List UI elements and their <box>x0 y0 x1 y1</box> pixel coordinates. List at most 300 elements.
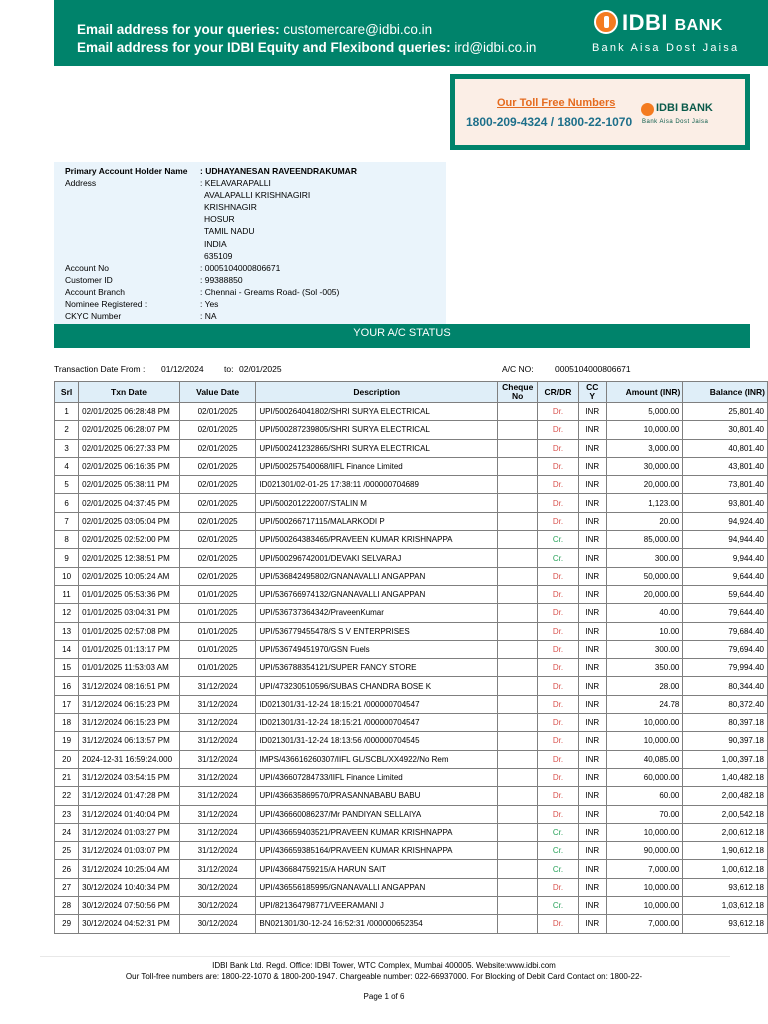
cell-balance: 1,00,397.18 <box>683 750 768 768</box>
toll-logo-tagline: Bank Aisa Dost Jaisa <box>642 119 709 125</box>
cell-balance: 59,644.40 <box>683 585 768 603</box>
cell-balance: 93,801.40 <box>683 494 768 512</box>
table-header-row <box>55 382 768 403</box>
cell-crdr: Dr. <box>538 622 578 640</box>
table-row <box>55 915 768 933</box>
cell-balance: 43,801.40 <box>683 457 768 475</box>
cell-description: UPI/821364798771/VEERAMANI J <box>256 897 498 915</box>
cell-crdr: Dr. <box>538 695 578 713</box>
cell-cheque <box>498 439 538 457</box>
cell-cheque <box>498 403 538 421</box>
cell-cheque <box>498 732 538 750</box>
cell-srl: 28 <box>55 897 79 915</box>
cell-cheque <box>498 768 538 786</box>
cell-ccy: INR <box>578 604 606 622</box>
cell-ccy: INR <box>578 805 606 823</box>
cell-amount: 10,000.00 <box>606 897 683 915</box>
cell-amount: 24.78 <box>606 695 683 713</box>
cell-crdr: Dr. <box>538 787 578 805</box>
cell-value-date: 02/01/2025 <box>179 512 256 530</box>
cell-ccy: INR <box>578 714 606 732</box>
cell-value-date: 30/12/2024 <box>179 878 256 896</box>
cell-ccy: INR <box>578 695 606 713</box>
cell-srl: 15 <box>55 659 79 677</box>
cell-description: UPI/436556185995/GNANAVALLI ANGAPPAN <box>256 878 498 896</box>
cell-balance: 2,00,542.18 <box>683 805 768 823</box>
branch-label: Account Branch <box>65 287 126 297</box>
cell-value-date: 02/01/2025 <box>179 457 256 475</box>
idbi-bank-logo <box>586 8 746 60</box>
cell-ccy: INR <box>578 567 606 585</box>
txn-date-from-label: Transaction Date From : <box>54 364 146 374</box>
holder-value: : UDHAYANESAN RAVEENDRAKUMAR <box>200 166 357 176</box>
cell-txn-date: 30/12/2024 07:50:56 PM <box>79 897 180 915</box>
cell-cheque <box>498 476 538 494</box>
cell-crdr: Dr. <box>538 585 578 603</box>
cell-description: UPI/500257540068/IIFL Finance Limited <box>256 457 498 475</box>
cell-description: UPI/436659385164/PRAVEEN KUMAR KRISHNAPPA <box>256 842 498 860</box>
footer-toll-free: Our Toll-free numbers are: 1800-22-1070 & 1800-200-1947. Chargeable number: 022-66937000. For Blocking of Debit Card Contact on: 1800-22- <box>125 972 643 981</box>
cell-srl: 6 <box>55 494 79 512</box>
cell-crdr: Dr. <box>538 604 578 622</box>
cell-description: UPI/436635869570/PRASANNABABU BABU <box>256 787 498 805</box>
toll-logo-text: IDBI BANK <box>656 102 713 114</box>
cell-cheque <box>498 915 538 933</box>
cell-balance: 9,944.40 <box>683 549 768 567</box>
table-row <box>55 567 768 585</box>
cell-balance: 80,397.18 <box>683 714 768 732</box>
cell-amount: 20,000.00 <box>606 476 683 494</box>
toll-free-inner <box>455 79 745 145</box>
cell-balance: 80,372.40 <box>683 695 768 713</box>
cell-txn-date: 31/12/2024 01:47:28 PM <box>79 787 180 805</box>
cell-description: UPI/536788354121/SUPER FANCY STORE <box>256 659 498 677</box>
cell-crdr: Dr. <box>538 768 578 786</box>
cell-srl: 1 <box>55 403 79 421</box>
cell-amount: 90,000.00 <box>606 842 683 860</box>
cell-txn-date: 02/01/2025 05:38:11 PM <box>79 476 180 494</box>
cell-amount: 5,000.00 <box>606 403 683 421</box>
cell-cheque <box>498 860 538 878</box>
cell-description: UPI/500264041802/SHRI SURYA ELECTRICAL <box>256 403 498 421</box>
cell-srl: 20 <box>55 750 79 768</box>
cell-srl: 22 <box>55 787 79 805</box>
cell-balance: 79,994.40 <box>683 659 768 677</box>
cell-amount: 30,000.00 <box>606 457 683 475</box>
queries-email-label: Email address for your queries: <box>77 22 280 37</box>
cell-ccy: INR <box>578 622 606 640</box>
cell-txn-date: 01/01/2025 11:53:03 AM <box>79 659 180 677</box>
cell-balance: 40,801.40 <box>683 439 768 457</box>
cell-value-date: 31/12/2024 <box>179 732 256 750</box>
cell-balance: 25,801.40 <box>683 403 768 421</box>
cell-cheque <box>498 421 538 439</box>
cell-crdr: Cr. <box>538 531 578 549</box>
cell-ccy: INR <box>578 860 606 878</box>
cell-crdr: Dr. <box>538 677 578 695</box>
cell-cheque <box>498 457 538 475</box>
cell-srl: 21 <box>55 768 79 786</box>
cell-amount: 85,000.00 <box>606 531 683 549</box>
cell-value-date: 31/12/2024 <box>179 677 256 695</box>
cell-ccy: INR <box>578 421 606 439</box>
cell-value-date: 02/01/2025 <box>179 476 256 494</box>
cell-txn-date: 31/12/2024 06:15:23 PM <box>79 714 180 732</box>
cell-value-date: 31/12/2024 <box>179 768 256 786</box>
address-line-4: HOSUR <box>204 214 235 224</box>
customer-id-value: : 99388850 <box>200 275 243 285</box>
cell-description: IMPS/436616260307/IIFL GL/SCBL/XX4922/No Rem <box>256 750 498 768</box>
cell-amount: 10.00 <box>606 622 683 640</box>
cell-amount: 10,000.00 <box>606 823 683 841</box>
cell-description: UPI/436684759215/A HARUN SAIT <box>256 860 498 878</box>
table-row <box>55 695 768 713</box>
table-row <box>55 842 768 860</box>
cell-ccy: INR <box>578 750 606 768</box>
cell-srl: 17 <box>55 695 79 713</box>
cell-ccy: INR <box>578 787 606 805</box>
toll-free-box <box>450 74 750 150</box>
cell-txn-date: 01/01/2025 01:13:17 PM <box>79 640 180 658</box>
col-ccy-line1: CC <box>586 382 599 392</box>
cell-crdr: Dr. <box>538 476 578 494</box>
cell-description: UPI/436607284733/IIFL Finance Limited <box>256 768 498 786</box>
table-row <box>55 787 768 805</box>
cell-amount: 60.00 <box>606 787 683 805</box>
cell-txn-date: 02/01/2025 06:16:35 PM <box>79 457 180 475</box>
cell-value-date: 01/01/2025 <box>179 604 256 622</box>
table-row <box>55 476 768 494</box>
cell-description: ID021301/31-12-24 18:13:56 /000000704545 <box>256 732 498 750</box>
col-balance: Balance (INR) <box>683 382 768 403</box>
cell-txn-date: 31/12/2024 06:15:23 PM <box>79 695 180 713</box>
cell-amount: 40,085.00 <box>606 750 683 768</box>
cell-balance: 1,03,612.18 <box>683 897 768 915</box>
cell-txn-date: 02/01/2025 06:27:33 PM <box>79 439 180 457</box>
cell-description: UPI/473230510596/SUBAS CHANDRA BOSE K <box>256 677 498 695</box>
cell-amount: 350.00 <box>606 659 683 677</box>
cell-crdr: Cr. <box>538 860 578 878</box>
toll-free-logo <box>641 101 721 131</box>
cell-srl: 3 <box>55 439 79 457</box>
logo-brand-main: IDBI <box>622 10 668 35</box>
address-line-5: TAMIL NADU <box>204 226 255 236</box>
cell-description: ID021301/31-12-24 18:15:21 /000000704547 <box>256 714 498 732</box>
cell-txn-date: 31/12/2024 01:40:04 PM <box>79 805 180 823</box>
queries-email-line <box>77 22 432 37</box>
table-row <box>55 604 768 622</box>
table-row <box>55 640 768 658</box>
cell-txn-date: 31/12/2024 01:03:07 PM <box>79 842 180 860</box>
cell-cheque <box>498 512 538 530</box>
cell-amount: 60,000.00 <box>606 768 683 786</box>
table-row <box>55 457 768 475</box>
cell-description: UPI/436659403521/PRAVEEN KUMAR KRISHNAPPA <box>256 823 498 841</box>
transactions-body <box>55 403 768 934</box>
cell-srl: 11 <box>55 585 79 603</box>
cell-crdr: Cr. <box>538 549 578 567</box>
cell-crdr: Dr. <box>538 457 578 475</box>
cell-amount: 3,000.00 <box>606 439 683 457</box>
idbi-logo-icon <box>594 10 618 34</box>
table-row <box>55 732 768 750</box>
cell-cheque <box>498 659 538 677</box>
address-label: Address <box>65 178 97 188</box>
table-row <box>55 860 768 878</box>
header-banner <box>54 0 768 66</box>
cell-cheque <box>498 805 538 823</box>
cell-srl: 18 <box>55 714 79 732</box>
cell-srl: 29 <box>55 915 79 933</box>
ac-status-bar: YOUR A/C STATUS <box>54 324 750 348</box>
cell-amount: 300.00 <box>606 549 683 567</box>
cell-crdr: Dr. <box>538 403 578 421</box>
cell-description: UPI/500264383465/PRAVEEN KUMAR KRISHNAPPA <box>256 531 498 549</box>
cell-description: ID021301/31-12-24 18:15:21 /000000704547 <box>256 695 498 713</box>
txn-date-to-label: to: <box>224 364 234 374</box>
cell-value-date: 02/01/2025 <box>179 549 256 567</box>
cell-crdr: Dr. <box>538 805 578 823</box>
cell-srl: 7 <box>55 512 79 530</box>
cell-crdr: Dr. <box>538 659 578 677</box>
cell-cheque <box>498 494 538 512</box>
txn-date-to-value: 02/01/2025 <box>239 364 282 374</box>
cell-txn-date: 02/01/2025 06:28:48 PM <box>79 403 180 421</box>
cell-crdr: Cr. <box>538 842 578 860</box>
cell-balance: 93,612.18 <box>683 878 768 896</box>
table-row <box>55 549 768 567</box>
cell-txn-date: 31/12/2024 08:16:51 PM <box>79 677 180 695</box>
cell-txn-date: 31/12/2024 01:03:27 PM <box>79 823 180 841</box>
cell-amount: 300.00 <box>606 640 683 658</box>
txn-date-from-value: 01/12/2024 <box>161 364 204 374</box>
table-row <box>55 659 768 677</box>
page-number: Page 1 of 6 <box>363 992 405 1001</box>
cell-ccy: INR <box>578 677 606 695</box>
cell-amount: 20,000.00 <box>606 585 683 603</box>
cell-value-date: 31/12/2024 <box>179 823 256 841</box>
cell-value-date: 31/12/2024 <box>179 787 256 805</box>
cell-description: UPI/500296742001/DEVAKI SELVARAJ <box>256 549 498 567</box>
address-line-6: INDIA <box>204 239 227 249</box>
cell-txn-date: 02/01/2025 04:37:45 PM <box>79 494 180 512</box>
toll-free-title: Our Toll Free Numbers <box>497 97 616 109</box>
cell-cheque <box>498 750 538 768</box>
cell-description: UPI/536766974132/GNANAVALLI ANGAPPAN <box>256 585 498 603</box>
address-line-1: : KELAVARAPALLI <box>200 178 271 188</box>
cell-ccy: INR <box>578 878 606 896</box>
cell-ccy: INR <box>578 549 606 567</box>
footer-regd-office: IDBI Bank Ltd. Regd. Office: IDBI Tower, WTC Complex, Mumbai 400005. Website:www.idbi.com <box>212 961 556 970</box>
cell-crdr: Dr. <box>538 732 578 750</box>
nominee-label: Nominee Registered : <box>65 299 148 309</box>
cell-description: UPI/436660086237/Mr PANDIYAN SELLAIYA <box>256 805 498 823</box>
table-row <box>55 421 768 439</box>
cell-amount: 20.00 <box>606 512 683 530</box>
cell-balance: 93,612.18 <box>683 915 768 933</box>
toll-free-numbers: 1800-209-4324 / 1800-22-1070 <box>466 115 633 129</box>
cell-ccy: INR <box>578 659 606 677</box>
cell-srl: 16 <box>55 677 79 695</box>
cell-value-date: 02/01/2025 <box>179 567 256 585</box>
queries-email-value: customercare@idbi.co.in <box>283 22 433 37</box>
cell-srl: 8 <box>55 531 79 549</box>
cell-srl: 26 <box>55 860 79 878</box>
table-row <box>55 677 768 695</box>
cell-description: UPI/500266717115/MALARKODI P <box>256 512 498 530</box>
customer-id-label: Customer ID <box>65 275 113 285</box>
table-row <box>55 512 768 530</box>
cell-ccy: INR <box>578 439 606 457</box>
cell-description: UPI/536737364342/PraveenKumar <box>256 604 498 622</box>
equity-email-line <box>77 40 536 55</box>
cell-srl: 10 <box>55 567 79 585</box>
ckyc-value: : NA <box>200 311 217 321</box>
cell-balance: 1,40,482.18 <box>683 768 768 786</box>
cell-txn-date: 02/01/2025 12:38:51 PM <box>79 549 180 567</box>
cell-amount: 40.00 <box>606 604 683 622</box>
cell-amount: 1,123.00 <box>606 494 683 512</box>
cell-balance: 2,00,612.18 <box>683 823 768 841</box>
cell-amount: 7,000.00 <box>606 860 683 878</box>
table-row <box>55 403 768 421</box>
holder-label: Primary Account Holder Name <box>65 166 188 176</box>
cell-ccy: INR <box>578 897 606 915</box>
col-description: Description <box>256 382 498 403</box>
col-cheque <box>498 382 538 403</box>
table-row <box>55 494 768 512</box>
account-no-label: Account No <box>65 263 109 273</box>
cell-balance: 79,684.40 <box>683 622 768 640</box>
cell-cheque <box>498 695 538 713</box>
cell-balance: 94,944.40 <box>683 531 768 549</box>
cell-value-date: 01/01/2025 <box>179 640 256 658</box>
cell-ccy: INR <box>578 732 606 750</box>
cell-ccy: INR <box>578 842 606 860</box>
cell-cheque <box>498 567 538 585</box>
cell-ccy: INR <box>578 585 606 603</box>
cell-txn-date: 2024-12-31 16:59:24.000 <box>79 750 180 768</box>
cell-amount: 7,000.00 <box>606 915 683 933</box>
cell-ccy: INR <box>578 915 606 933</box>
cell-value-date: 02/01/2025 <box>179 421 256 439</box>
cell-description: UPI/536842495802/GNANAVALLI ANGAPPAN <box>256 567 498 585</box>
cell-value-date: 02/01/2025 <box>179 494 256 512</box>
cell-cheque <box>498 878 538 896</box>
table-row <box>55 439 768 457</box>
cell-crdr: Cr. <box>538 823 578 841</box>
cell-srl: 24 <box>55 823 79 841</box>
cell-description: UPI/536779455478/S S V ENTERPRISES <box>256 622 498 640</box>
cell-amount: 10,000.00 <box>606 714 683 732</box>
cell-value-date: 01/01/2025 <box>179 622 256 640</box>
col-cheque-line2: No <box>512 391 524 401</box>
cell-value-date: 02/01/2025 <box>179 439 256 457</box>
acno-value: 0005104000806671 <box>555 364 631 374</box>
cell-txn-date: 01/01/2025 03:04:31 PM <box>79 604 180 622</box>
cell-balance: 2,00,482.18 <box>683 787 768 805</box>
cell-cheque <box>498 549 538 567</box>
cell-cheque <box>498 604 538 622</box>
cell-srl: 13 <box>55 622 79 640</box>
cell-balance: 79,644.40 <box>683 604 768 622</box>
cell-value-date: 31/12/2024 <box>179 695 256 713</box>
cell-txn-date: 01/01/2025 02:57:08 PM <box>79 622 180 640</box>
address-line-7: 635109 <box>204 251 233 261</box>
cell-value-date: 30/12/2024 <box>179 897 256 915</box>
cell-ccy: INR <box>578 768 606 786</box>
cell-srl: 4 <box>55 457 79 475</box>
col-amount: Amount (INR) <box>606 382 683 403</box>
cell-balance: 30,801.40 <box>683 421 768 439</box>
cell-ccy: INR <box>578 531 606 549</box>
cell-amount: 50,000.00 <box>606 567 683 585</box>
col-ccy <box>578 382 606 403</box>
cell-srl: 5 <box>55 476 79 494</box>
equity-email-value: ird@idbi.co.in <box>454 40 537 55</box>
cell-balance: 80,344.40 <box>683 677 768 695</box>
nominee-value: : Yes <box>200 299 219 309</box>
cell-cheque <box>498 823 538 841</box>
table-row <box>55 622 768 640</box>
cell-value-date: 31/12/2024 <box>179 714 256 732</box>
cell-txn-date: 30/12/2024 10:40:34 PM <box>79 878 180 896</box>
cell-ccy: INR <box>578 512 606 530</box>
cell-txn-date: 30/12/2024 04:52:31 PM <box>79 915 180 933</box>
cell-crdr: Dr. <box>538 750 578 768</box>
cell-txn-date: 01/01/2025 05:53:36 PM <box>79 585 180 603</box>
cell-crdr: Dr. <box>538 494 578 512</box>
cell-cheque <box>498 677 538 695</box>
cell-ccy: INR <box>578 823 606 841</box>
table-row <box>55 750 768 768</box>
cell-description: BN021301/30-12-24 16:52:31 /000000652354 <box>256 915 498 933</box>
logo-tagline: Bank Aisa Dost Jaisa <box>592 42 740 54</box>
table-row <box>55 823 768 841</box>
cell-crdr: Cr. <box>538 897 578 915</box>
toll-logo-icon <box>641 103 654 116</box>
table-row <box>55 768 768 786</box>
cell-srl: 9 <box>55 549 79 567</box>
col-cheque-line1: Cheque <box>502 382 534 392</box>
cell-txn-date: 02/01/2025 10:05:24 AM <box>79 567 180 585</box>
cell-cheque <box>498 714 538 732</box>
cell-srl: 14 <box>55 640 79 658</box>
cell-balance: 90,397.18 <box>683 732 768 750</box>
col-value-date: Value Date <box>179 382 256 403</box>
cell-txn-date: 31/12/2024 10:25:04 AM <box>79 860 180 878</box>
cell-srl: 27 <box>55 878 79 896</box>
cell-amount: 70.00 <box>606 805 683 823</box>
account-info-block <box>54 162 446 324</box>
cell-crdr: Dr. <box>538 439 578 457</box>
cell-description: UPI/500201222007/STALIN M <box>256 494 498 512</box>
cell-description: UPI/500241232865/SHRI SURYA ELECTRICAL <box>256 439 498 457</box>
table-row <box>55 531 768 549</box>
cell-txn-date: 02/01/2025 02:52:00 PM <box>79 531 180 549</box>
cell-srl: 12 <box>55 604 79 622</box>
cell-cheque <box>498 585 538 603</box>
table-row <box>55 714 768 732</box>
cell-txn-date: 31/12/2024 03:54:15 PM <box>79 768 180 786</box>
cell-value-date: 30/12/2024 <box>179 915 256 933</box>
cell-ccy: INR <box>578 494 606 512</box>
cell-ccy: INR <box>578 403 606 421</box>
cell-txn-date: 31/12/2024 06:13:57 PM <box>79 732 180 750</box>
cell-value-date: 01/01/2025 <box>179 585 256 603</box>
cell-amount: 10,000.00 <box>606 732 683 750</box>
cell-crdr: Dr. <box>538 512 578 530</box>
